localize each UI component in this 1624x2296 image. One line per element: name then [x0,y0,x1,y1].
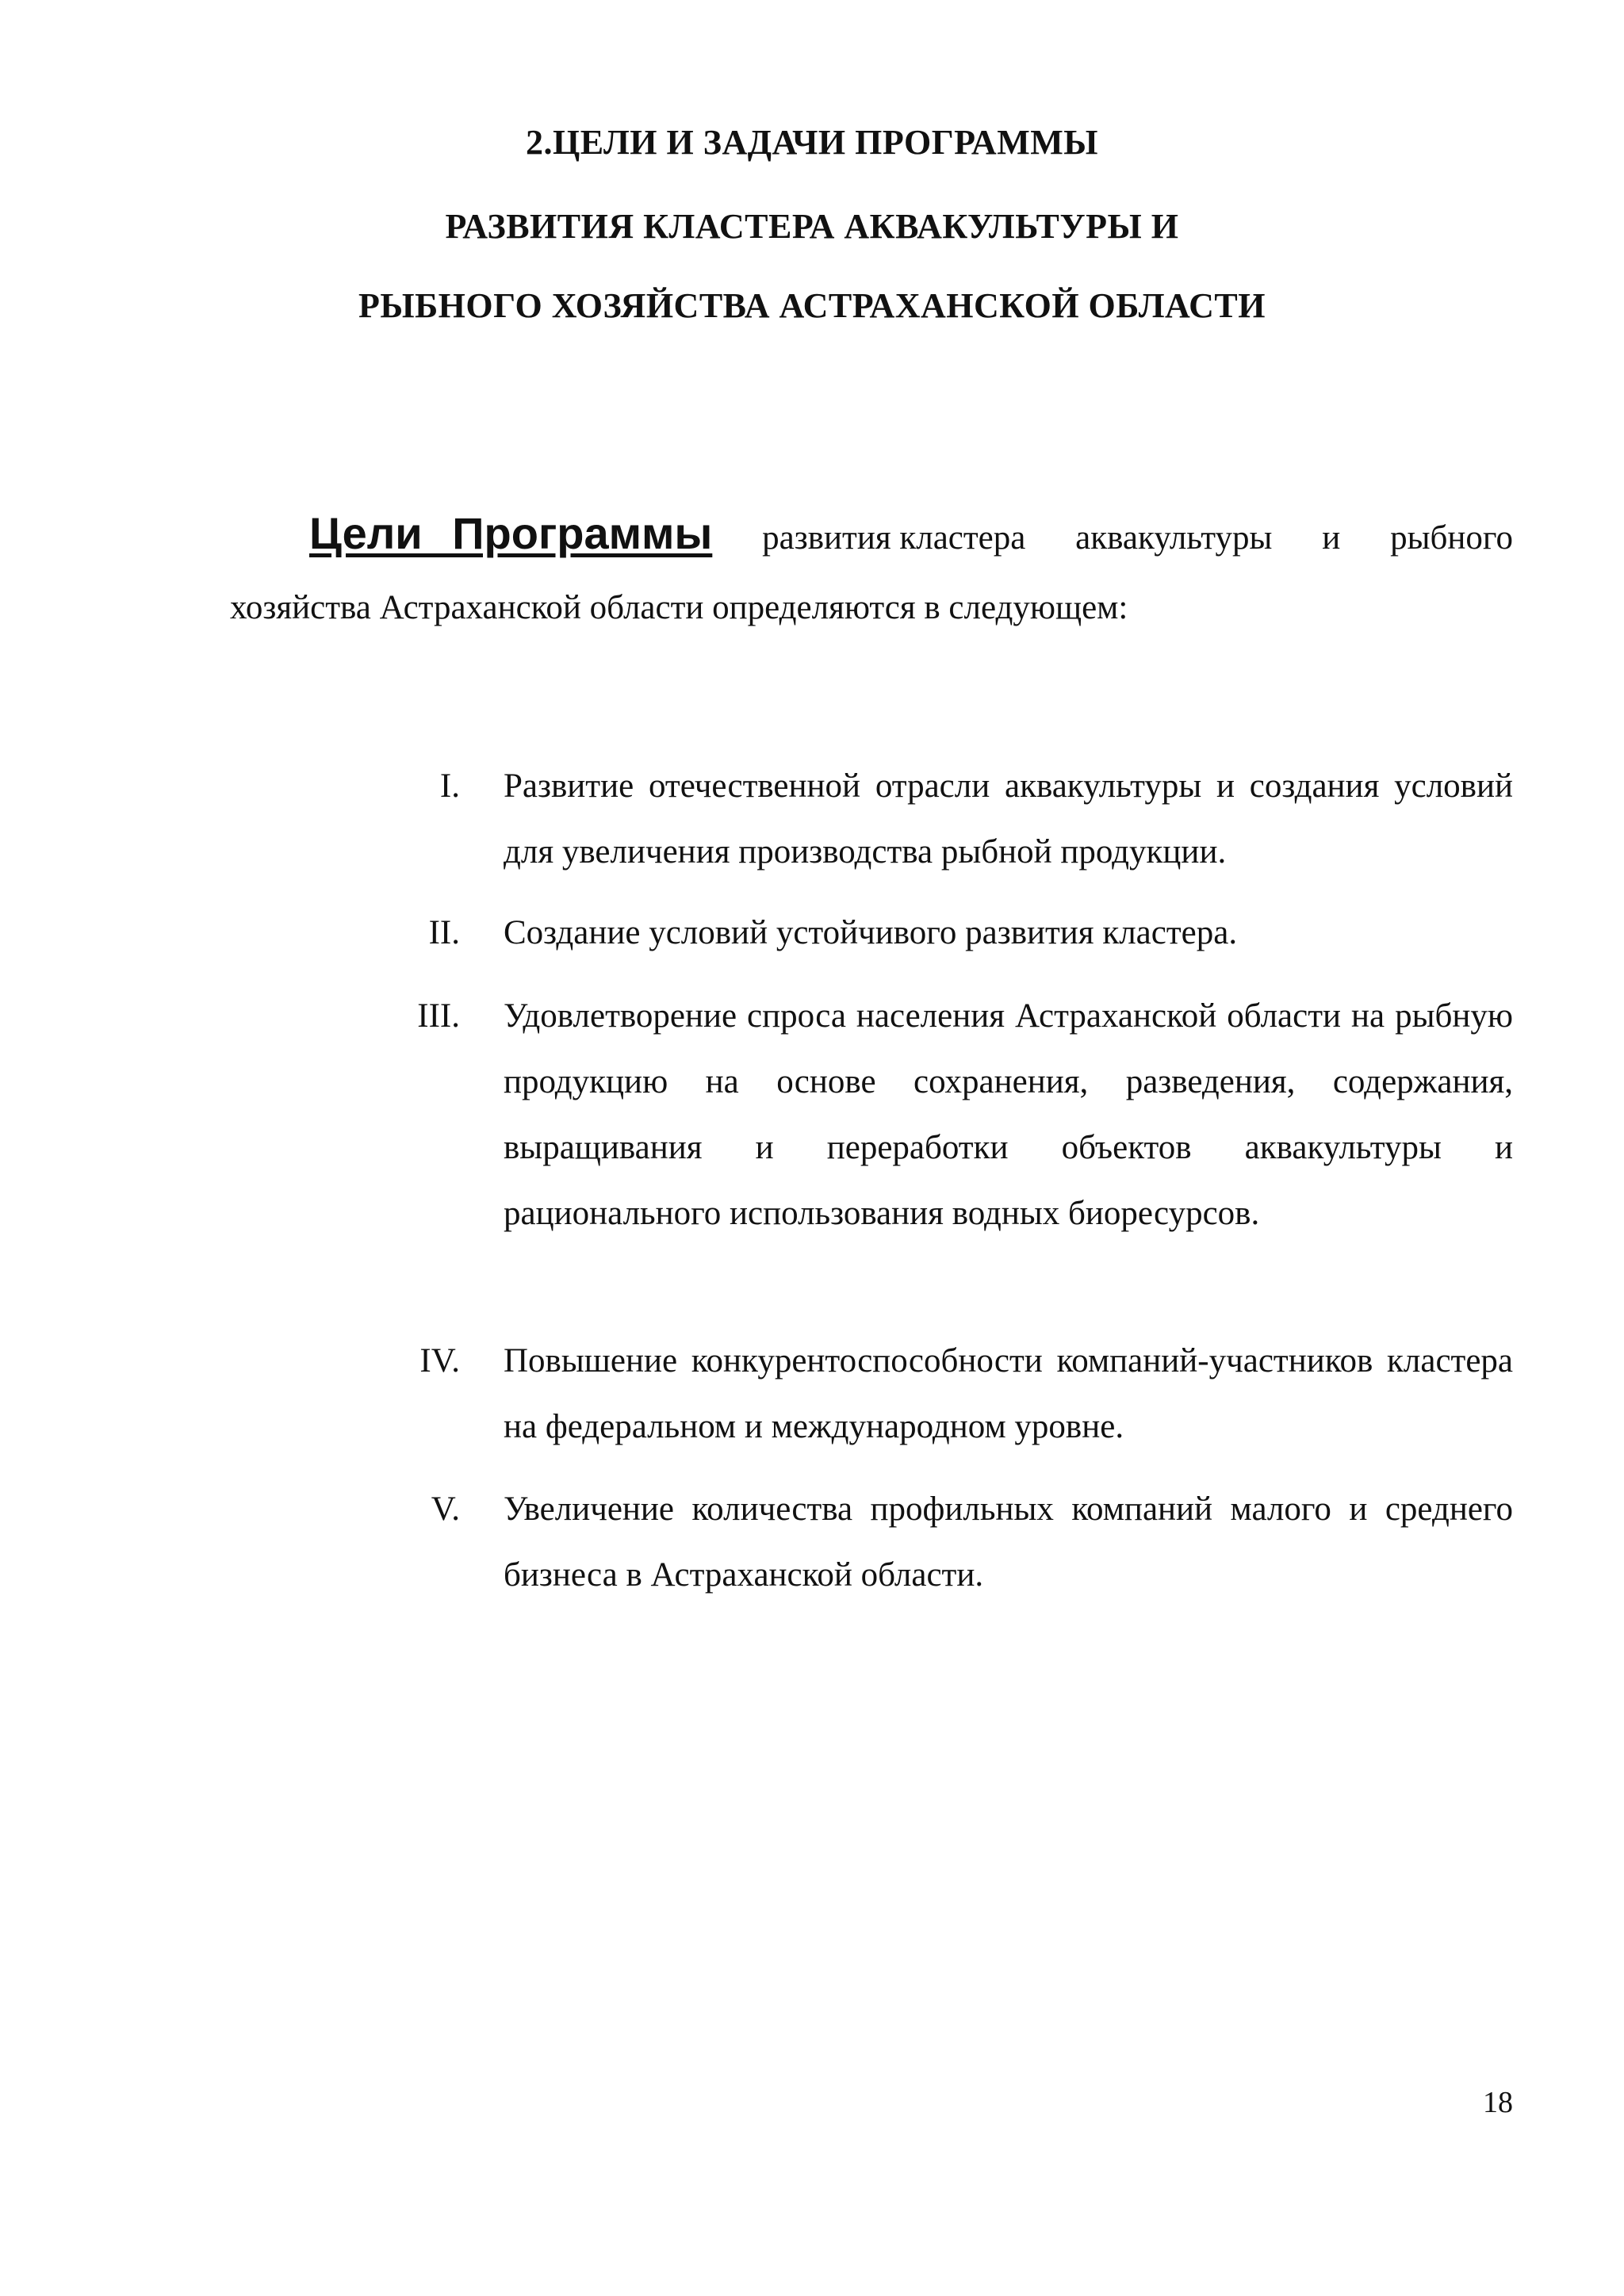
goal-text: Создание условий устойчивого развития кластера. [504,914,1238,951]
goal-number: III. [417,997,460,1035]
goal-number: IV. [419,1342,460,1380]
goal-text: Увеличение количества профильных компаний малого и среднего бизнеса в Астраханской области. [504,1490,1513,1594]
goal-number: I. [439,767,460,805]
intro-paragraph-line-1 [309,507,1513,559]
intro-lead-phrase: Цели Программы [309,508,713,558]
intro-word: и [1322,519,1341,557]
intro-word: рыбного [1390,519,1513,557]
intro-word: развития кластера [762,519,1026,557]
intro-paragraph-line-2: хозяйства Астраханской области определяются в следующем: [230,589,1128,626]
goal-text: Повышение конкурентоспособности компаний-участников кластера на федеральном и международном уровне. [504,1342,1513,1445]
section-title-line-3: РЫБНОГО ХОЗЯЙСТВА АСТРАХАНСКОЙ ОБЛАСТИ [358,286,1266,325]
intro-word: аквакультуры [1075,519,1273,557]
goal-number: V. [431,1490,460,1528]
goal-text: Развитие отечественной отрасли аквакультуры и создания условий для увеличения производства рыбной продукции. [504,767,1513,871]
section-title-line-2: РАЗВИТИЯ КЛАСТЕРА АКВАКУЛЬТУРЫ И [445,207,1179,246]
page-number: 18 [1483,2086,1513,2119]
goal-text: Удовлетворение спроса населения Астраханской области на рыбную продукцию на основе сохранения, разведения, содержания, выращивания и переработки объектов аквакультуры и рационального использования водных биоресурсов. [504,997,1513,1232]
section-title-line-1: 2.ЦЕЛИ И ЗАДАЧИ ПРОГРАММЫ [526,123,1098,162]
goal-number: II. [428,914,460,951]
